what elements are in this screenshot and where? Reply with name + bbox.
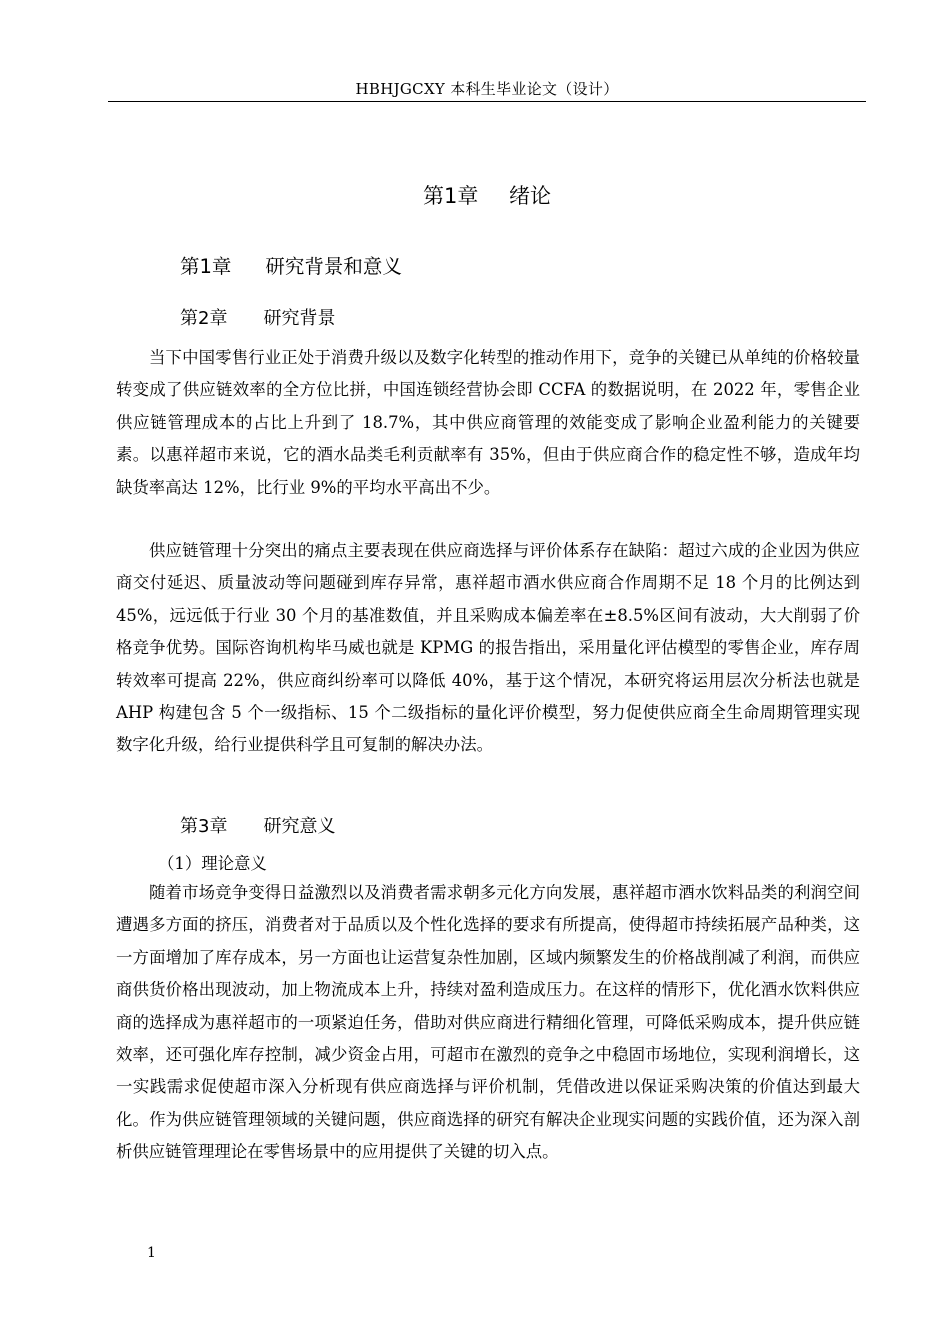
chapter-number: 第1章 <box>422 184 479 208</box>
body-paragraph-2: 供应链管理十分突出的痛点主要表现在供应商选择与评价体系存在缺陷：超过六成的企业因为供应商交付延迟、质量波动等问题碰到库存异常，惠祥超市酒水供应商合作周期不足 18 个月的比例达到 45%，远远低于行业 30 个月的基准数值，并且采购成本偏差率在±8.5%区间有波动，大大削弱了价格竞争优势。国际咨询机构毕马威也就是 KPMG 的报告指出，采用量化评估模型的零售企业，库存周转效率可提高 22%，供应商纠纷率可以降低 40%，基于这个情况，本研究将运用层次分析法也就是 AHP 构建包含 5 个一级指标、15 个二级指标的量化评价模型，努力促使供应商全生命周期管理实现数字化升级，给行业提供科学且可复制的解决办法。 <box>116 541 860 755</box>
section-number: 第3章 <box>180 816 228 837</box>
body-paragraph-3: 随着市场竞争变得日益激烈以及消费者需求朝多元化方向发展，惠祥超市酒水饮料品类的利润空间遭遇多方面的挤压，消费者对于品质以及个性化选择的要求有所提高，使得超市持续拓展产品种类，这一方面增加了库存成本，另一方面也让运营复杂性加剧，区域内频繁发生的价格战削减了利润，而供应商供货价格出现波动，加上物流成本上升，持续对盈利造成压力。在这样的情形下，优化酒水饮料供应商的选择成为惠祥超市的一项紧迫任务，借助对供应商进行精细化管理，可降低采购成本，提升供应链效率，还可强化库存控制，减少资金占用，可超市在激烈的竞争之中稳固市场地位，实现利润增长，这一实践需求促使超市深入分析现有供应商选择与评价机制，凭借改进以保证采购决策的价值达到最大化。作为供应链管理领域的关键问题，供应商选择的研究有解决企业现实问题的实践价值，还为深入剖析供应链管理理论在零售场景中的应用提供了关键的切入点。 <box>116 883 860 1162</box>
section-title: 研究背景和意义 <box>265 255 402 278</box>
page-number: 1 <box>147 1245 156 1261</box>
section-heading-background <box>180 304 335 330</box>
section-title: 研究背景 <box>263 308 336 329</box>
section-number: 第2章 <box>180 308 228 329</box>
section-heading-meaning <box>180 812 335 838</box>
chapter-name: 绪论 <box>509 184 552 208</box>
section-heading-background-meaning <box>180 251 402 279</box>
section-title: 研究意义 <box>263 816 336 837</box>
subheading-theoretical-meaning: （1）理论意义 <box>158 854 267 873</box>
running-header: HBHJGCXY 本科生毕业论文（设计） <box>355 80 619 98</box>
chapter-title <box>108 180 866 210</box>
body-paragraph-1: 当下中国零售行业正处于消费升级以及数字化转型的推动作用下，竞争的关键已从单纯的价格较量转变成了供应链效率的全方位比拼，中国连锁经营协会即 CCFA 的数据说明，在 2022 年，零售企业供应链管理成本的占比上升到了 18.7%，其中供应商管理的效能变成了影响企业盈利能力的关键要素。以惠祥超市来说，它的酒水品类毛利贡献率有 35%，但由于供应商合作的稳定性不够，造成年均缺货率高达 12%，比行业 9%的平均水平高出不少。 <box>116 348 860 497</box>
header-divider <box>108 101 866 102</box>
section-number: 第1章 <box>180 255 232 278</box>
